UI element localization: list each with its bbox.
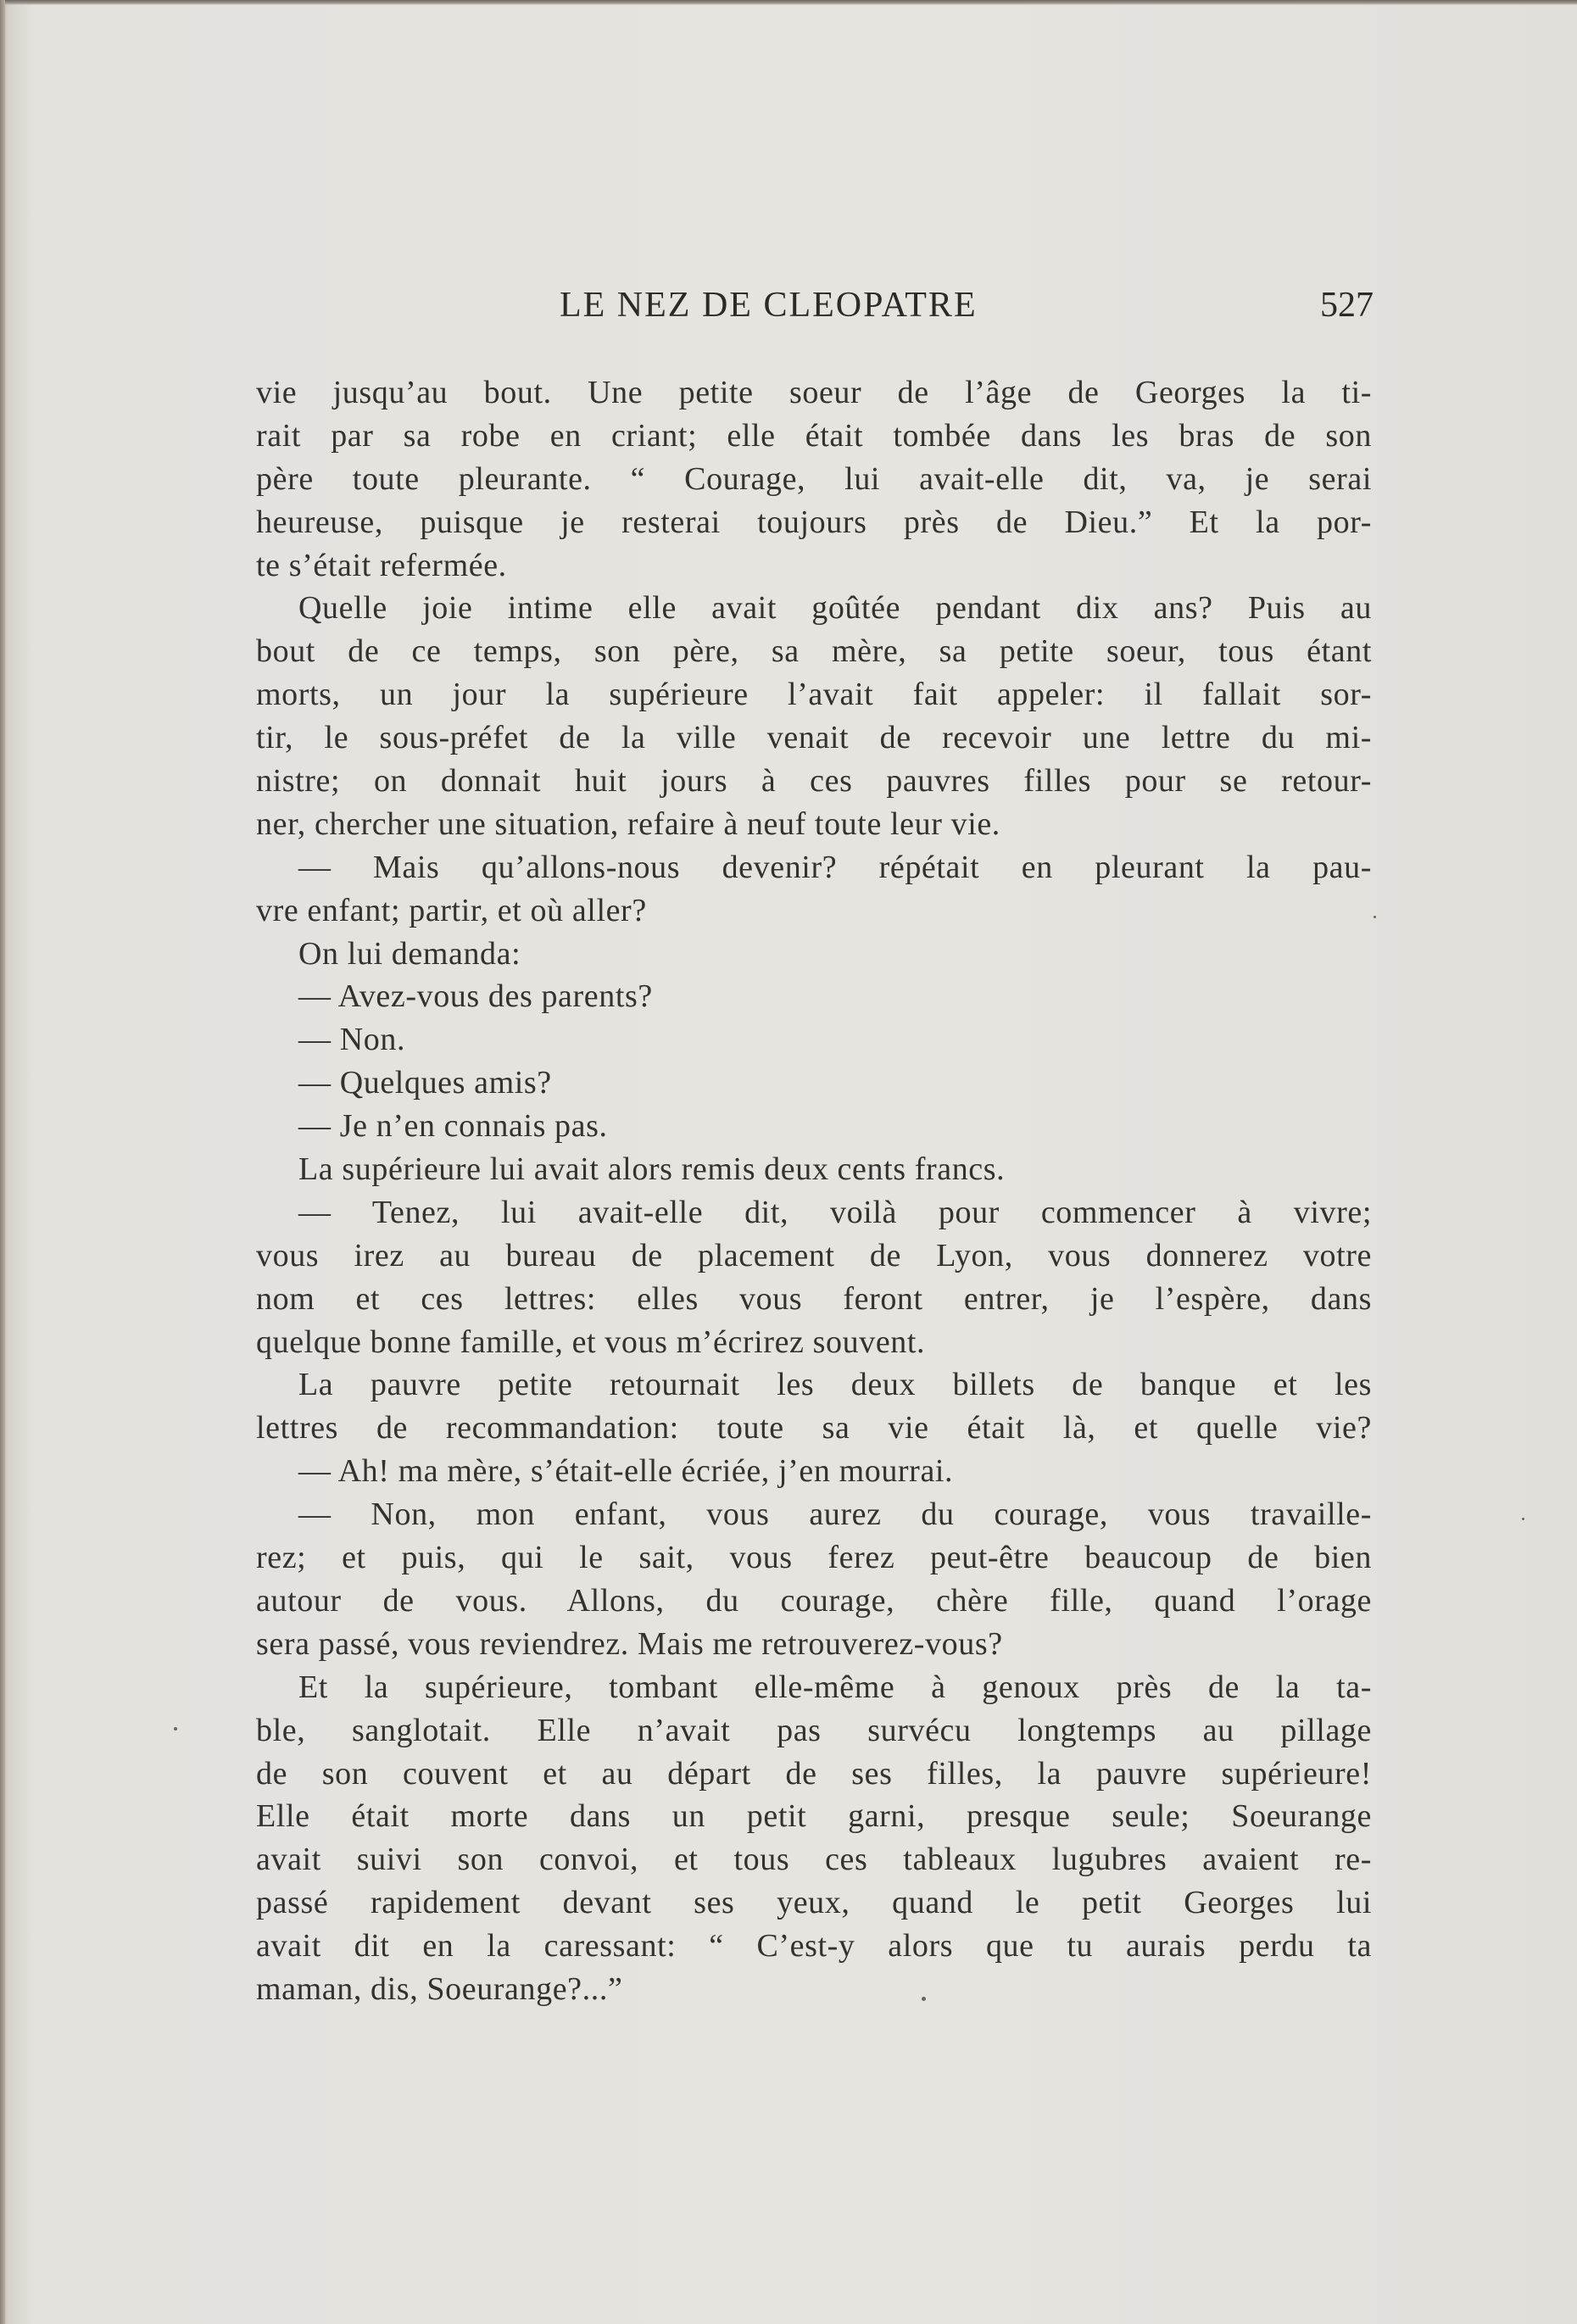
ink-speck [1522,1518,1524,1520]
text-line: ble, sanglotait. Elle n’avait pas survécu longtemps au pillage [256,1712,1372,1748]
text-line: On lui demanda: [298,935,521,972]
text-line: vous irez au bureau de placement de Lyon, vous donnerez votre [256,1237,1372,1273]
text-line: — Non, mon enfant, vous aurez du courage, vous travaille- [298,1496,1372,1533]
running-title: LE NEZ DE CLEOPATRE [560,286,978,325]
text-line: lettres de recommandation: toute sa vie était là, et quelle vie? [256,1410,1372,1446]
page-number: 527 [1320,286,1374,325]
ink-speck [174,1727,177,1730]
text-line: te s’était refermée. [256,547,507,583]
text-line: — Non. [298,1022,406,1058]
text-line: Quelle joie intime elle avait goûtée pendant dix ans? Puis au [298,590,1372,627]
text-line: passé rapidement devant ses yeux, quand le petit Georges lui [256,1885,1372,1921]
text-line: — Tenez, lui avait-elle dit, voilà pour commencer à vivre; [298,1194,1372,1230]
text-line: maman, dis, Soeurange?...” [256,1970,623,2007]
text-line: — Avez-vous des parents? [298,978,653,1015]
text-line: nistre; on donnait huit jours à ces pauvres filles pour se retour- [256,763,1372,800]
text-line: morts, un jour la supérieure l’avait fait appeler: il fallait sor- [256,677,1372,713]
page-binding-edge [0,0,5,2324]
text-line: Elle était morte dans un petit garni, presque seule; Soeurange [256,1798,1372,1835]
text-line: père toute pleurante. “ Courage, lui avait-elle dit, va, je serai [256,460,1372,497]
text-line: nom et ces lettres: elles vous feront entrer, je l’espère, dans [256,1280,1372,1317]
text-line: — Je n’en connais pas. [298,1108,608,1145]
text-line: rait par sa robe en criant; elle était tombée dans les bras de son [256,417,1372,454]
text-line: quelque bonne famille, et vous m’écrirez souvent. [256,1324,926,1360]
text-line: — Quelques amis? [298,1065,552,1101]
text-line: avait suivi son convoi, et tous ces tableaux lugubres avaient re- [256,1842,1372,1878]
page-top-edge [0,0,1577,5]
body-text [256,371,1372,2011]
text-line: rez; et puis, qui le sait, vous ferez peut-être beaucoup de bien [256,1540,1372,1576]
text-line: Et la supérieure, tombant elle-même à genoux près de la ta- [298,1669,1372,1705]
text-line: autour de vous. Allons, du courage, chère fille, quand l’orage [256,1582,1372,1619]
text-line: de son couvent et au départ de ses filles, la pauvre supérieure! [256,1755,1372,1792]
text-line: bout de ce temps, son père, sa mère, sa petite soeur, tous étant [256,633,1372,670]
text-line: La pauvre petite retournait les deux billets de banque et les [298,1367,1372,1403]
ink-speck [922,1997,926,2001]
text-line: ner, chercher une situation, refaire à neuf toute leur vie. [256,805,1000,842]
text-line: vie jusqu’au bout. Une petite soeur de l’âge de Georges la ti- [256,375,1372,410]
text-line: vre enfant; partir, et où aller? [256,892,647,928]
text-line: tir, le sous-préfet de la ville venait de recevoir une lettre du mi- [256,720,1372,756]
text-line: heureuse, puisque je resterai toujours près de Dieu.” Et la por- [256,504,1372,540]
text-line: — Ah! ma mère, s’était-elle écriée, j’en mourrai. [298,1453,954,1490]
text-line: La supérieure lui avait alors remis deux cents francs. [298,1151,1006,1188]
text-line: sera passé, vous reviendrez. Mais me retrouverez-vous? [256,1625,1003,1662]
text-line: — Mais qu’allons-nous devenir? répétait en pleurant la pau- [298,849,1372,885]
ink-speck [1374,916,1376,918]
text-line: avait dit en la caressant: “ C’est-y alors que tu aurais perdu ta [256,1928,1372,1965]
running-header [254,280,1374,331]
